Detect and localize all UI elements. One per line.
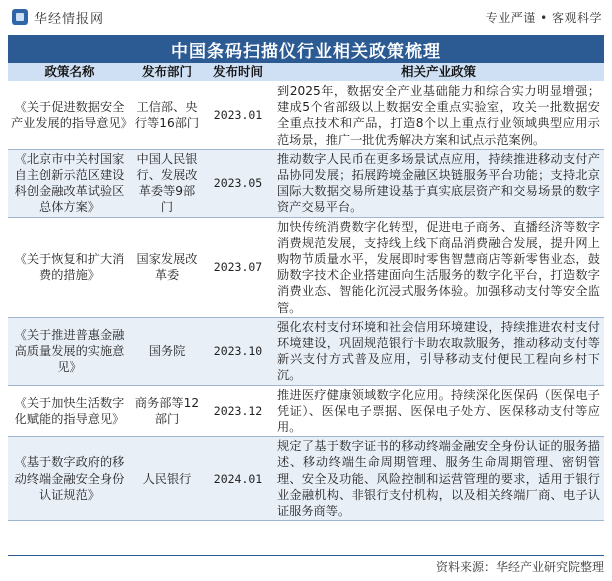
table-row <box>8 437 604 521</box>
source-footer: 资料来源：华经产业研究院整理 <box>0 558 604 578</box>
issuing-department: 工信部、央行等16部门 <box>131 82 203 150</box>
policy-name: 《关于恢复和扩大消费的措施》 <box>8 217 131 317</box>
column-header-policy: 相关产业政策 <box>273 63 604 82</box>
policy-name: 《关于加快生活数字化赋能的指导意见》 <box>8 385 131 437</box>
issue-date: 2023.05 <box>203 149 273 217</box>
top-bar <box>0 0 612 34</box>
table-header-row <box>8 63 604 82</box>
slogan: 专业严谨 • 客观科学 <box>485 10 602 25</box>
issue-date: 2024.01 <box>203 437 273 521</box>
table-row <box>8 317 604 385</box>
issuing-department: 国家发展改革委 <box>131 217 203 317</box>
policy-name: 《北京市中关村国家自主创新示范区建设科创金融改革试验区总体方案》 <box>8 149 131 217</box>
policy-content: 到2025年，数据安全产业基础能力和综合实力明显增强；建成5个省部级以上数据安全重点实验室，攻关一批数据安全重点技术和产品，打造8个以上重点行业领域典型应用示范场景，推广一批优秀解决方案和试点示范案例。 <box>273 82 604 150</box>
policy-name: 《关于推进普惠金融高质量发展的实施意见》 <box>8 317 131 385</box>
issue-date: 2023.07 <box>203 217 273 317</box>
issue-date: 2023.10 <box>203 317 273 385</box>
issuing-department: 人民银行 <box>131 437 203 521</box>
issue-date: 2023.12 <box>203 385 273 437</box>
brand-logo-icon <box>12 9 28 25</box>
policy-content: 强化农村支付环境和社会信用环境建设，持续推进农村支付环境建设，巩固规范银行卡助农取款服务，推动移动支付等新兴支付方式普及应用，引导移动支付便民工程向乡村下沉。 <box>273 317 604 385</box>
issuing-department: 国务院 <box>131 317 203 385</box>
policy-content: 推进医疗健康领域数字化应用。持续深化医保码（医保电子凭证）、医保电子票据、医保电子处方、医保移动支付等应用。 <box>273 385 604 437</box>
policy-content: 加快传统消费数字化转型，促进电子商务、直播经济等数字消费规范发展，支持线上线下商品消费融合发展，提升网上购物节质量水平，发展即时零售智慧商店等新零售业态，鼓励数字技术企业搭建面向生活服务的数字化平台，打造数字消费业态、智能化沉浸式服务体验。加强移动支付等安全监管。 <box>273 217 604 317</box>
page-title: 中国条码扫描仪行业相关政策梳理 <box>8 35 604 63</box>
issuing-department: 商务部等12部门 <box>131 385 203 437</box>
table-row <box>8 217 604 317</box>
policy-table <box>8 63 604 521</box>
issuing-department: 中国人民银行、发展改革委等9部门 <box>131 149 203 217</box>
policy-name: 《基于数字政府的移动终端金融安全身份认证规范》 <box>8 437 131 521</box>
issue-date: 2023.01 <box>203 82 273 150</box>
brand-name: 华经情报网 <box>34 11 105 27</box>
column-header-dept: 发布部门 <box>131 63 203 82</box>
column-header-date: 发布时间 <box>203 63 273 82</box>
table-row <box>8 149 604 217</box>
table-row <box>8 82 604 150</box>
brand <box>12 8 104 27</box>
table-row <box>8 385 604 437</box>
policy-name: 《关于促进数据安全产业发展的指导意见》 <box>8 82 131 150</box>
policy-content: 推动数字人民币在更多场景试点应用，持续推进移动支付产品协同发展；拓展跨境金融区块链服务平台功能；支持北京国际大数据交易所建设基于真实底层资产和交易场景的数字资产交易平台。 <box>273 149 604 217</box>
column-header-name: 政策名称 <box>8 63 131 82</box>
policy-content: 规定了基于数字证书的移动终端金融安全身份认证的服务描述、移动终端生命周期管理、服务生命周期管理、密钥管理、安全及功能、风险控制和运营管理的要求，适用于银行业金融机构、非银行支付机构，以及相关终端厂商、电子认证服务商等。 <box>273 437 604 521</box>
